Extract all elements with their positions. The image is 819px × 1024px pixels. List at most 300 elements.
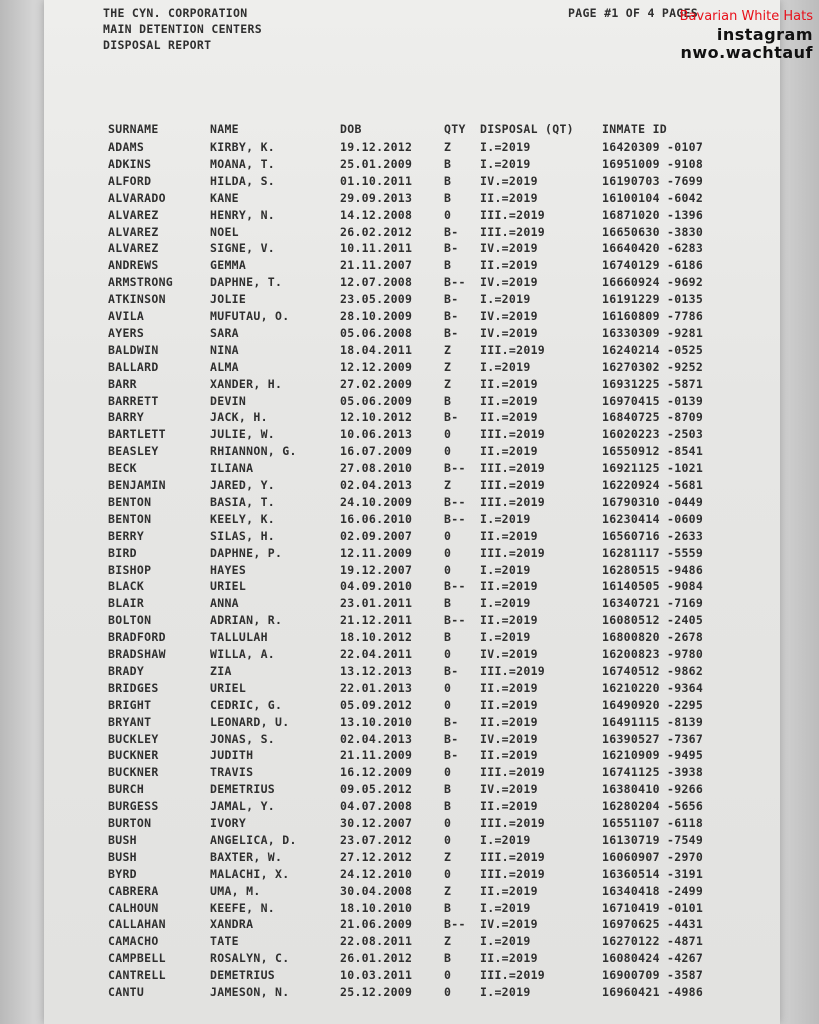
col-disposal: DISPOSAL (QT) (480, 122, 574, 136)
dob-cell: 02.04.2013 (340, 478, 413, 492)
disposal-cell: III.=2019 (480, 866, 546, 881)
qty-cell: B (444, 393, 452, 408)
surname-cell: BARRETT (108, 393, 159, 408)
surname-cell: BUCKNER (108, 748, 159, 763)
dob-cell: 10.06.2013 (340, 427, 413, 442)
surname-cell: BUSH (108, 849, 137, 864)
inmate-id-cell: 16220924 -5681 (602, 478, 704, 492)
inmate-id-cell: 16240214 -0525 (602, 342, 704, 357)
inmate-id-cell: 16741125 -3938 (602, 765, 704, 780)
dob-cell: 05.06.2008 (340, 325, 413, 340)
inmate-id-cell: 16970415 -0139 (602, 393, 704, 408)
name-cell: XANDRA (210, 917, 254, 932)
dob-cell: 10.11.2011 (340, 241, 413, 256)
inmate-id-cell: 16490920 -2295 (602, 697, 704, 712)
dob-cell: 30.12.2007 (340, 816, 413, 830)
inmate-id-cell: 16550912 -8541 (602, 444, 704, 459)
surname-cell: BENTON (108, 511, 152, 526)
dob-cell: 16.12.2009 (340, 765, 413, 780)
name-cell: ROSALYN, C. (210, 951, 290, 966)
name-cell: JARED, Y. (210, 478, 276, 492)
disposal-cell: III.=2019 (480, 427, 546, 442)
inmate-id-cell: 16060907 -2970 (602, 849, 704, 864)
disposal-cell: I.=2019 (480, 359, 531, 374)
disposal-cell: II.=2019 (480, 883, 538, 898)
dob-cell: 23.07.2012 (340, 832, 413, 847)
surname-cell: CANTRELL (108, 968, 166, 983)
disposal-cell: III.=2019 (480, 494, 546, 509)
dob-cell: 19.12.2007 (340, 562, 413, 577)
disposal-cell: II.=2019 (480, 951, 538, 966)
name-cell: XANDER, H. (210, 376, 283, 391)
inmate-id-cell: 16840725 -8709 (602, 410, 704, 425)
inmate-id-cell: 16281117 -5559 (602, 545, 704, 560)
qty-cell: B-- (444, 461, 466, 476)
qty-cell: Z (444, 478, 452, 492)
qty-cell: B (444, 630, 452, 645)
surname-cell: BUSH (108, 832, 137, 847)
dob-cell: 27.12.2012 (340, 849, 413, 864)
surname-cell: BARTLETT (108, 427, 166, 442)
disposal-cell: II.=2019 (480, 528, 538, 543)
qty-cell: B- (444, 748, 459, 763)
inmate-id-cell: 16270302 -9252 (602, 359, 704, 374)
disposal-cell: II.=2019 (480, 799, 538, 814)
qty-cell: B- (444, 663, 459, 678)
qty-cell: 0 (444, 647, 452, 661)
dob-cell: 12.10.2012 (340, 410, 413, 425)
surname-cell: ALVAREZ (108, 224, 159, 239)
inmate-id-cell: 16660924 -9692 (602, 275, 704, 290)
surname-cell: CAMACHO (108, 934, 159, 949)
disposal-cell: II.=2019 (480, 190, 538, 205)
inmate-id-cell: 16230414 -0609 (602, 511, 704, 526)
dob-cell: 22.01.2013 (340, 680, 413, 695)
dob-cell: 18.10.2012 (340, 630, 413, 645)
qty-cell: 0 (444, 866, 452, 881)
qty-cell: B-- (444, 917, 466, 932)
surname-cell: BRADSHAW (108, 647, 166, 661)
surname-cell: BRADY (108, 663, 145, 678)
col-inmate-id: INMATE ID (602, 122, 668, 136)
name-cell: HAYES (210, 562, 247, 577)
disposal-cell: IV.=2019 (480, 309, 538, 323)
inmate-id-cell: 16340721 -7169 (602, 596, 704, 611)
surname-cell: BISHOP (108, 562, 152, 577)
name-cell: TRAVIS (210, 765, 254, 780)
inmate-id-cell: 16191229 -0135 (602, 292, 704, 307)
surname-cell: CALHOUN (108, 900, 159, 915)
qty-cell: 0 (444, 545, 452, 560)
surname-cell: BECK (108, 461, 137, 476)
inmate-id-cell: 16340418 -2499 (602, 883, 704, 898)
name-cell: HENRY, N. (210, 207, 276, 222)
name-cell: NINA (210, 342, 239, 357)
inmate-id-cell: 16080512 -2405 (602, 613, 704, 628)
surname-cell: ALVAREZ (108, 207, 159, 222)
disposal-cell: I.=2019 (480, 934, 531, 949)
name-cell: SILAS, H. (210, 528, 276, 543)
qty-cell: B- (444, 410, 459, 425)
dob-cell: 02.04.2013 (340, 731, 413, 746)
surname-cell: ATKINSON (108, 292, 166, 307)
inmate-id-cell: 16130719 -7549 (602, 832, 704, 847)
disposal-cell: III.=2019 (480, 816, 546, 830)
name-cell: KEEFE, N. (210, 900, 276, 915)
dob-cell: 23.05.2009 (340, 292, 413, 307)
qty-cell: Z (444, 934, 452, 949)
dob-cell: 30.04.2008 (340, 883, 413, 898)
disposal-cell: III.=2019 (480, 765, 546, 780)
dob-cell: 12.07.2008 (340, 275, 413, 290)
inmate-id-cell: 16800820 -2678 (602, 630, 704, 645)
surname-cell: CALLAHAN (108, 917, 166, 932)
surname-cell: BURCH (108, 782, 145, 797)
name-cell: HILDA, S. (210, 173, 276, 188)
disposal-cell: III.=2019 (480, 663, 546, 678)
name-cell: BAXTER, W. (210, 849, 283, 864)
dob-cell: 23.01.2011 (340, 596, 413, 611)
name-cell: ILIANA (210, 461, 254, 476)
surname-cell: ADKINS (108, 156, 152, 171)
header-company: THE CYN. CORPORATION (103, 6, 248, 20)
qty-cell: B- (444, 292, 459, 307)
qty-cell: B (444, 258, 452, 273)
dob-cell: 14.12.2008 (340, 207, 413, 222)
disposal-cell: III.=2019 (480, 461, 546, 476)
disposal-cell: IV.=2019 (480, 917, 538, 932)
qty-cell: 0 (444, 765, 452, 780)
watermark-handle: nwo.wachtauf (680, 43, 813, 62)
disposal-cell: I.=2019 (480, 985, 531, 999)
qty-cell: B (444, 799, 452, 814)
qty-cell: B-- (444, 494, 466, 509)
inmate-id-cell: 16560716 -2633 (602, 528, 704, 543)
col-dob: DOB (340, 122, 362, 136)
name-cell: JAMAL, Y. (210, 799, 276, 814)
name-cell: GEMMA (210, 258, 247, 273)
qty-cell: B- (444, 224, 459, 239)
name-cell: MOANA, T. (210, 156, 276, 171)
surname-cell: BEASLEY (108, 444, 159, 459)
surname-cell: BRIDGES (108, 680, 159, 695)
name-cell: DAPHNE, T. (210, 275, 283, 290)
qty-cell: Z (444, 359, 452, 374)
disposal-cell: IV.=2019 (480, 647, 538, 661)
dob-cell: 19.12.2012 (340, 140, 413, 154)
dob-cell: 22.04.2011 (340, 647, 413, 661)
qty-cell: 0 (444, 680, 452, 695)
disposal-cell: II.=2019 (480, 410, 538, 425)
surname-cell: BYRD (108, 866, 137, 881)
disposal-cell: II.=2019 (480, 444, 538, 459)
name-cell: TATE (210, 934, 239, 949)
qty-cell: B-- (444, 275, 466, 290)
inmate-id-cell: 16280515 -9486 (602, 562, 704, 577)
disposal-cell: II.=2019 (480, 748, 538, 763)
qty-cell: B- (444, 714, 459, 729)
name-cell: JONAS, S. (210, 731, 276, 746)
name-cell: DEMETRIUS (210, 782, 276, 797)
dob-cell: 18.04.2011 (340, 342, 413, 357)
dob-cell: 01.10.2011 (340, 173, 413, 188)
dob-cell: 25.12.2009 (340, 985, 413, 999)
qty-cell: B-- (444, 579, 466, 594)
inmate-id-cell: 16951009 -9108 (602, 156, 704, 171)
inmate-id-cell: 16960421 -4986 (602, 985, 704, 999)
dob-cell: 02.09.2007 (340, 528, 413, 543)
surname-cell: BALLARD (108, 359, 159, 374)
disposal-cell: I.=2019 (480, 562, 531, 577)
qty-cell: B (444, 156, 452, 171)
watermark-platform: instagram (716, 25, 813, 44)
name-cell: DEVIN (210, 393, 247, 408)
disposal-cell: IV.=2019 (480, 325, 538, 340)
name-cell: JAMESON, N. (210, 985, 290, 999)
name-cell: DAPHNE, P. (210, 545, 283, 560)
name-cell: IVORY (210, 816, 247, 830)
disposal-cell: III.=2019 (480, 545, 546, 560)
disposal-cell: II.=2019 (480, 393, 538, 408)
inmate-id-cell: 16871020 -1396 (602, 207, 704, 222)
surname-cell: BOLTON (108, 613, 152, 628)
name-cell: KEELY, K. (210, 511, 276, 526)
name-cell: NOEL (210, 224, 239, 239)
disposal-cell: III.=2019 (480, 849, 546, 864)
dob-cell: 21.11.2009 (340, 748, 413, 763)
surname-cell: BARR (108, 376, 137, 391)
qty-cell: B- (444, 309, 459, 323)
watermark-brand: Bavarian White Hats (679, 9, 813, 24)
dob-cell: 04.09.2010 (340, 579, 413, 594)
inmate-id-cell: 16140505 -9084 (602, 579, 704, 594)
inmate-id-cell: 16710419 -0101 (602, 900, 704, 915)
inmate-id-cell: 16380410 -9266 (602, 782, 704, 797)
dob-cell: 24.12.2010 (340, 866, 413, 881)
header-report-title: DISPOSAL REPORT (103, 38, 212, 52)
inmate-id-cell: 16080424 -4267 (602, 951, 704, 966)
surname-cell: ALVAREZ (108, 241, 159, 256)
disposal-cell: III.=2019 (480, 478, 546, 492)
qty-cell: 0 (444, 528, 452, 543)
disposal-cell: II.=2019 (480, 613, 538, 628)
surname-cell: BURGESS (108, 799, 159, 814)
dob-cell: 10.03.2011 (340, 968, 413, 983)
disposal-cell: III.=2019 (480, 342, 546, 357)
name-cell: SIGNE, V. (210, 241, 276, 256)
inmate-id-cell: 16100104 -6042 (602, 190, 704, 205)
inmate-id-cell: 16650630 -3830 (602, 224, 704, 239)
inmate-id-cell: 16360514 -3191 (602, 866, 704, 881)
name-cell: UMA, M. (210, 883, 261, 898)
name-cell: SARA (210, 325, 239, 340)
inmate-id-cell: 16210220 -9364 (602, 680, 704, 695)
inmate-id-cell: 16390527 -7367 (602, 731, 704, 746)
dob-cell: 13.10.2010 (340, 714, 413, 729)
surname-cell: CAMPBELL (108, 951, 166, 966)
dob-cell: 24.10.2009 (340, 494, 413, 509)
disposal-cell: II.=2019 (480, 258, 538, 273)
name-cell: JULIE, W. (210, 427, 276, 442)
inmate-id-cell: 16970625 -4431 (602, 917, 704, 932)
surname-cell: BRIGHT (108, 697, 152, 712)
qty-cell: B (444, 173, 452, 188)
surname-cell: BENTON (108, 494, 152, 509)
surname-cell: BRADFORD (108, 630, 166, 645)
inmate-id-cell: 16330309 -9281 (602, 325, 704, 340)
inmate-id-cell: 16640420 -6283 (602, 241, 704, 256)
qty-cell: B (444, 190, 452, 205)
qty-cell: 0 (444, 968, 452, 983)
dob-cell: 13.12.2013 (340, 663, 413, 678)
qty-cell: Z (444, 342, 452, 357)
qty-cell: Z (444, 849, 452, 864)
dob-cell: 27.08.2010 (340, 461, 413, 476)
qty-cell: B-- (444, 511, 466, 526)
qty-cell: B- (444, 241, 459, 256)
qty-cell: 0 (444, 562, 452, 577)
surname-cell: BRYANT (108, 714, 152, 729)
dob-cell: 29.09.2013 (340, 190, 413, 205)
qty-cell: 0 (444, 444, 452, 459)
name-cell: ALMA (210, 359, 239, 374)
inmate-id-cell: 16900709 -3587 (602, 968, 704, 983)
qty-cell: 0 (444, 207, 452, 222)
inmate-id-cell: 16420309 -0107 (602, 140, 704, 154)
dob-cell: 18.10.2010 (340, 900, 413, 915)
name-cell: TALLULAH (210, 630, 268, 645)
disposal-cell: III.=2019 (480, 968, 546, 983)
name-cell: ZIA (210, 663, 232, 678)
qty-cell: 0 (444, 427, 452, 442)
disposal-cell: IV.=2019 (480, 241, 538, 256)
inmate-id-cell: 16160809 -7786 (602, 309, 704, 323)
qty-cell: 0 (444, 816, 452, 830)
col-name: NAME (210, 122, 239, 136)
dob-cell: 05.09.2012 (340, 697, 413, 712)
disposal-cell: II.=2019 (480, 579, 538, 594)
qty-cell: Z (444, 883, 452, 898)
inmate-id-cell: 16491115 -8139 (602, 714, 704, 729)
surname-cell: AYERS (108, 325, 145, 340)
qty-cell: 0 (444, 697, 452, 712)
qty-cell: B (444, 782, 452, 797)
name-cell: WILLA, A. (210, 647, 276, 661)
surname-cell: ALVARADO (108, 190, 166, 205)
col-surname: SURNAME (108, 122, 159, 136)
dob-cell: 22.08.2011 (340, 934, 413, 949)
name-cell: ANGELICA, D. (210, 832, 297, 847)
disposal-cell: II.=2019 (480, 714, 538, 729)
surname-cell: BERRY (108, 528, 145, 543)
surname-cell: BUCKLEY (108, 731, 159, 746)
disposal-cell: I.=2019 (480, 292, 531, 307)
surname-cell: AVILA (108, 309, 145, 323)
name-cell: KIRBY, K. (210, 140, 276, 154)
name-cell: CEDRIC, G. (210, 697, 283, 712)
disposal-cell: I.=2019 (480, 900, 531, 915)
inmate-id-cell: 16020223 -2503 (602, 427, 704, 442)
inmate-id-cell: 16931225 -5871 (602, 376, 704, 391)
name-cell: MALACHI, X. (210, 866, 290, 881)
disposal-cell: III.=2019 (480, 207, 546, 222)
name-cell: KANE (210, 190, 239, 205)
disposal-cell: I.=2019 (480, 156, 531, 171)
inmate-id-cell: 16551107 -6118 (602, 816, 704, 830)
dob-cell: 04.07.2008 (340, 799, 413, 814)
surname-cell: BIRD (108, 545, 137, 560)
name-cell: JACK, H. (210, 410, 268, 425)
name-cell: URIEL (210, 680, 247, 695)
surname-cell: BUCKNER (108, 765, 159, 780)
surname-cell: ADAMS (108, 140, 145, 154)
disposal-cell: II.=2019 (480, 697, 538, 712)
qty-cell: B- (444, 731, 459, 746)
dob-cell: 26.01.2012 (340, 951, 413, 966)
name-cell: URIEL (210, 579, 247, 594)
disposal-cell: III.=2019 (480, 224, 546, 239)
disposal-cell: I.=2019 (480, 596, 531, 611)
surname-cell: BLAIR (108, 596, 145, 611)
qty-cell: B (444, 596, 452, 611)
header-subtitle: MAIN DETENTION CENTERS (103, 22, 262, 36)
surname-cell: ALFORD (108, 173, 152, 188)
dob-cell: 16.07.2009 (340, 444, 413, 459)
surname-cell: BURTON (108, 816, 152, 830)
name-cell: ADRIAN, R. (210, 613, 283, 628)
qty-cell: 0 (444, 985, 452, 999)
surname-cell: ARMSTRONG (108, 275, 174, 290)
dob-cell: 25.01.2009 (340, 156, 413, 171)
dob-cell: 16.06.2010 (340, 511, 413, 526)
disposal-cell: II.=2019 (480, 376, 538, 391)
inmate-id-cell: 16200823 -9780 (602, 647, 704, 661)
disposal-cell: IV.=2019 (480, 173, 538, 188)
dob-cell: 21.06.2009 (340, 917, 413, 932)
name-cell: MUFUTAU, O. (210, 309, 290, 323)
disposal-cell: I.=2019 (480, 832, 531, 847)
dob-cell: 21.11.2007 (340, 258, 413, 273)
name-cell: JUDITH (210, 748, 254, 763)
dob-cell: 21.12.2011 (340, 613, 413, 628)
inmate-id-cell: 16280204 -5656 (602, 799, 704, 814)
inmate-id-cell: 16790310 -0449 (602, 494, 704, 509)
surname-cell: CABRERA (108, 883, 159, 898)
qty-cell: B (444, 900, 452, 915)
dob-cell: 26.02.2012 (340, 224, 413, 239)
page-info: PAGE #1 OF 4 PAGES (568, 6, 699, 20)
surname-cell: BENJAMIN (108, 478, 166, 492)
inmate-id-cell: 16740512 -9862 (602, 663, 704, 678)
inmate-id-cell: 16740129 -6186 (602, 258, 704, 273)
dob-cell: 05.06.2009 (340, 393, 413, 408)
dob-cell: 12.12.2009 (340, 359, 413, 374)
surname-cell: CANTU (108, 985, 145, 999)
name-cell: DEMETRIUS (210, 968, 276, 983)
watermark (680, 8, 813, 62)
dob-cell: 09.05.2012 (340, 782, 413, 797)
qty-cell: Z (444, 140, 452, 154)
surname-cell: ANDREWS (108, 258, 159, 273)
dob-cell: 27.02.2009 (340, 376, 413, 391)
disposal-cell: I.=2019 (480, 511, 531, 526)
disposal-cell: IV.=2019 (480, 275, 538, 290)
qty-cell: B- (444, 325, 459, 340)
inmate-id-cell: 16921125 -1021 (602, 461, 704, 476)
qty-cell: B-- (444, 613, 466, 628)
surname-cell: BARRY (108, 410, 145, 425)
disposal-cell: I.=2019 (480, 630, 531, 645)
